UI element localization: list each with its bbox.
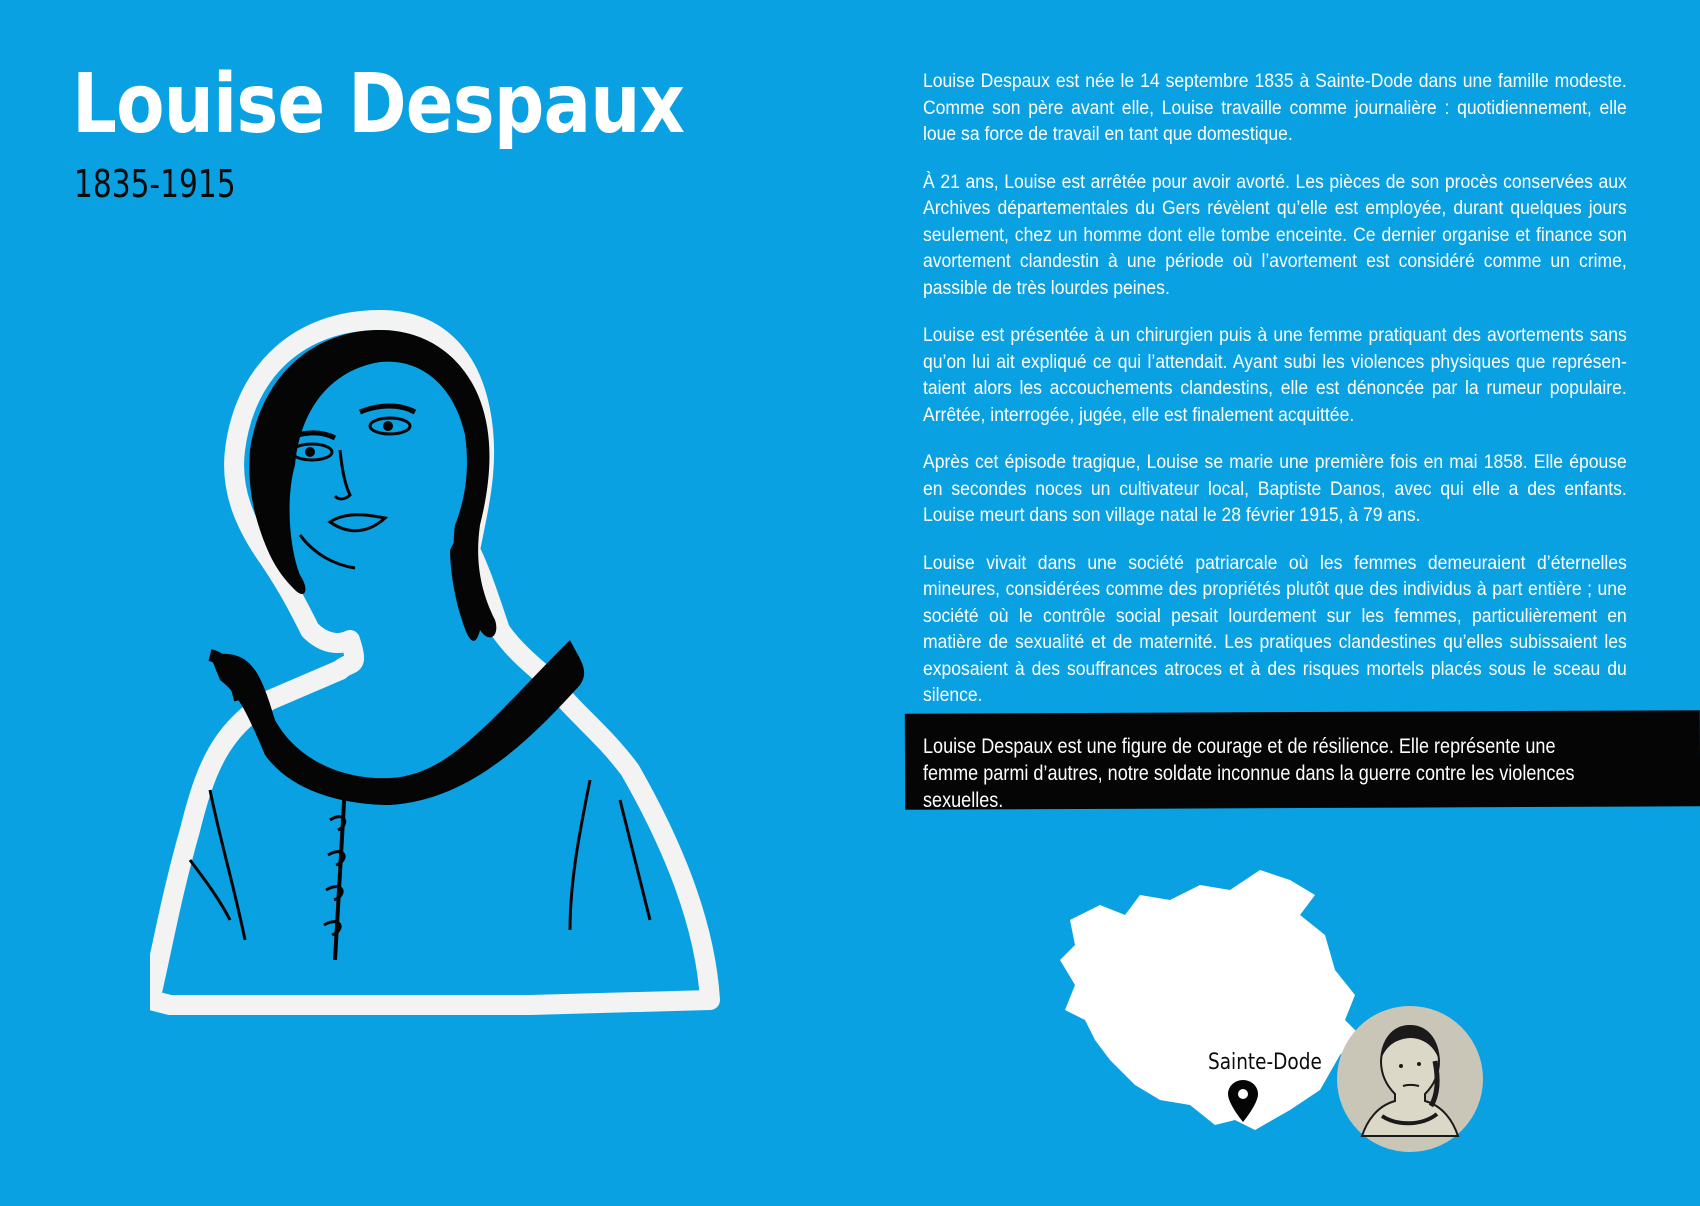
life-dates: 1835-1915 [74,162,236,206]
portrait-illustration [150,300,770,1060]
place-label: Sainte-Dode [1208,1050,1322,1075]
portrait-medallion [1337,1006,1483,1152]
paragraph: Louise est présentée à un chirurgien puis à une femme pratiquant des avortements sans qu’on lui ait expliqué ce qui l’attendait. Ayant subi les violences physiques que représen-taient alors les accouchements clandestins, elle est dénoncée par la rumeur populaire. Arrêtée, interrogée, jugée, elle est finalement acquittée. [923,324,1627,426]
banner-text: Louise Despaux est une figure de courage et de résilience. Elle représente une femme parmi d’autres, notre soldate inconnue dans la guerre contre les violences sexuelles. [923,735,1575,812]
paragraph: À 21 ans, Louise est arrêtée pour avoir avorté. Les pièces de son procès conservées aux Archives départementales du Gers révèlent qu’elle est employée, durant quelques jours seulement, chez un homme dont elle tombe enceinte. Ce dernier organise et finance son avortement clandestin à une période où l’avortement est considéré comme un crime, passible de très lourdes peines. [923,170,1627,299]
paragraph: Louise vivait dans une société patriarcale où les femmes demeuraient d’éternelles mineures, considérées comme des propriétés plutôt que des individus à part entière ; une société où le contrôle social pesait lourdement sur les femmes, particulièrement en matière de sexualité et de maternité. Les pratiques clandestines qu’elles subissaient les exposaient à des souffrances atroces et à des risques mortels placés sous le sceau du silence. [923,551,1627,706]
paragraph: Louise Despaux est née le 14 septembre 1835 à Sainte-Dode dans une famille modeste. Comme son père avant elle, Louise travaille comme journalière : quotidiennement, elle loue sa force de travail en tant que domestique. [923,70,1627,145]
page-title: Louise Despaux [72,57,685,152]
biography-text [923,68,1627,730]
map-pin-icon [1228,1080,1258,1122]
paragraph: Après cet épisode tragique, Louise se marie une première fois en mai 1858. Elle épouse en secondes noces un cultivateur local, Baptiste Danos, avec qui elle a des enfants. Louise meurt dans son village natal le 28 février 1915, à 79 ans. [923,451,1627,526]
